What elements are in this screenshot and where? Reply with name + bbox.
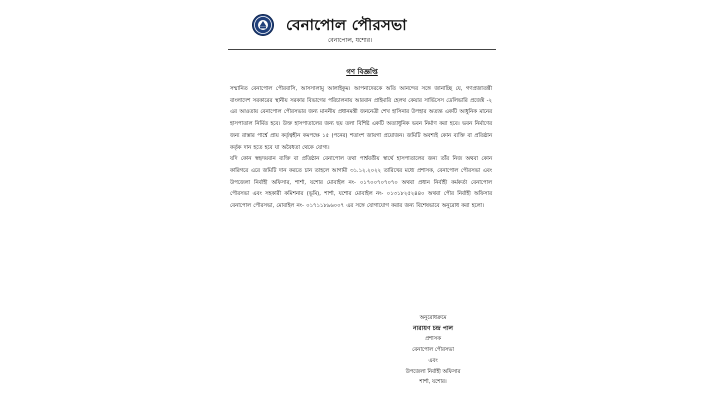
signature-block: [378, 313, 488, 388]
signatory-designation: প্রশাসক: [425, 336, 441, 343]
notice-heading: গণ বিজ্ঞপ্তি: [346, 68, 378, 76]
org-title: বেনাপোল পৌরসভা: [286, 16, 407, 34]
notice-paragraph-2: যদি কোন স্বহৃদয়বান ব্যক্তি বা প্রতিষ্ঠান বেনাপোল তথা পার্শ্ববর্তীয় স্বার্থে হাসপাতালের জন্য তাঁর নিজ অথবা কোন কারিগরে এরে জমিটি দান করতে চান তাহলে আগামী ৩১.১২.২০২২ তারিখের মধ্যে প্রশাসক, বেনাপোল পৌরসভা এবং উপজেলা নির্বাহী অফিসার, শার্শা, যশোর মোবাইল নং- ০১৭০০৭০৭০৭০ অথবা প্রধান নির্বাহী কর্মকর্তা বেনাপোল পৌরসভা এবং সহকারী কমিশনার (ভূমি), শার্শা, যশোর মোবাইল নং- ০১৩১৮২৫২৪৪০ অথবা পৌর নির্বাহী অফিসার বেনাপোল পৌরসভা, মোবাইল নং- ০১৭১১৮৯৬০০৭ এর সঙ্গে যোগাযোগ করার জন্য বিশেষভাবে অনুরোধ করা হলো।: [230, 156, 492, 210]
signatory-office: বেনাপোল পৌরসভা: [412, 347, 454, 354]
notice-paragraph-1: সম্মানিত বেনাপোল পৌরবাসি, আসসালামু আলাইকুম। আপনাদেরকে অতি আনন্দের সঙ্গে জানাচ্ছি যে, গণপ্রজাতন্ত্রী বাংলাদেশ সরকারের স্থানীয় সরকার বিভাগের পরিচালনায় আরবান প্রাইমারি হেলথ কেয়ার সার্ভিসেস ডেলিভারি প্রজেক্ট -২ এর আওতায় বেনাপোল পৌরসভার জন্য মাননীয় প্রধানমন্ত্রী জননেত্রী শেখ হাসিনার উপহার অত্যন্ত একটি আধুনিক মানের হাসপাতাল নির্মিত হবে। উক্ত হাসপাতালের জন্য ছয় তলা বিশিষ্ট একটি অত্যাধুনিক ভবন নির্মাণ করা হবে। ভবন নির্মাণের জন্য রাস্তার পার্শ্বে প্রায় কর্তৃত্বহীন কমপক্ষে ১৫ (পনের) শতাংশ জায়গা প্রয়োজন। জমিটি অবশ্যই কোন ব্যক্তি বা প্রতিষ্ঠান কর্তৃক দান হতে হবে যা অবৈধতা থেকে যোগ্য।: [230, 86, 492, 151]
signatory-designation-2: উপজেলা নির্বাহী অফিসার: [405, 368, 461, 375]
signatory-name: নারায়ণ চন্দ্র পাল: [412, 324, 454, 332]
notice-body: [230, 84, 492, 213]
notice-page: [228, 0, 496, 400]
signature-conjunction: এবং: [428, 357, 438, 364]
header-divider: [228, 49, 496, 50]
municipality-seal-icon: [252, 14, 274, 36]
letterhead: [228, 8, 496, 48]
signature-closing: অনুরোধক্রমে: [419, 315, 447, 321]
org-address: বেনাপোল, যশোর।: [328, 37, 373, 44]
signatory-location: শার্শা, যশোর।: [419, 379, 447, 386]
